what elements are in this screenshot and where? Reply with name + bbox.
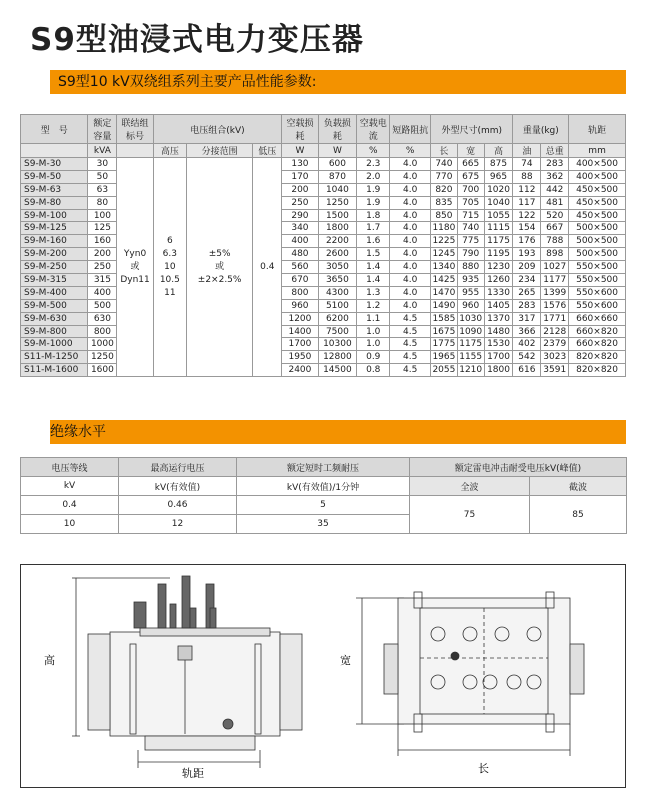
cell-track: 400×500 [569, 158, 626, 171]
cell-noload-current: 1.1 [357, 312, 390, 325]
ins-maxv-10: 12 [119, 515, 237, 534]
cell-height: 965 [484, 170, 513, 183]
cell-noload-loss: 200 [282, 183, 318, 196]
ins-maxv-04: 0.46 [119, 496, 237, 515]
cell-capacity: 400 [88, 286, 117, 299]
cell-model: S9-M-80 [21, 196, 88, 209]
cell-capacity: 63 [88, 183, 117, 196]
cell-noload-loss: 250 [282, 196, 318, 209]
cell-oil: 317 [513, 312, 541, 325]
table-row [21, 351, 626, 364]
cell-noload-loss: 1200 [282, 312, 318, 325]
cell-height: 1700 [484, 351, 513, 364]
unit-w: W [282, 144, 318, 158]
cell-length: 1225 [432, 236, 456, 247]
cell-noload-current: 1.6 [357, 235, 390, 248]
table-row [21, 196, 626, 209]
cell-length: 1245 [432, 249, 456, 260]
cell-impedance: 4.5 [390, 312, 431, 325]
cell-model: S11-M-1250 [21, 351, 88, 364]
section-title: 绝缘水平 [50, 424, 106, 440]
cell-noload-loss: 960 [282, 299, 318, 312]
cell-load-loss: 1250 [318, 196, 357, 209]
cell-oil: 74 [513, 158, 541, 171]
cell-height: 1480 [484, 325, 513, 338]
cell-oil: 366 [513, 325, 541, 338]
cell-oil: 154 [513, 222, 541, 235]
ins-level-10: 10 [21, 515, 119, 534]
connection-text: Dyn11 [120, 274, 150, 285]
table-row [21, 338, 626, 351]
cell-noload-loss: 400 [282, 235, 318, 248]
cell-height: 1260 [484, 274, 513, 287]
cell-total-weight: 1399 [541, 286, 569, 299]
cell-length: 740 [431, 158, 458, 171]
cell-model: S9-M-100 [21, 209, 88, 222]
cell-noload-current: 0.9 [357, 351, 390, 364]
table-row [21, 158, 626, 171]
cell-impedance: 4.5 [390, 325, 431, 338]
cell-noload-current: 2.0 [357, 170, 390, 183]
cell-load-loss: 4300 [318, 286, 357, 299]
cell-width: 775 [457, 235, 484, 248]
cell-total-weight: 667 [541, 222, 569, 235]
header-impedance: 短路阻抗 [390, 115, 431, 144]
cell-oil: 122 [513, 209, 541, 222]
cell-load-loss: 14500 [318, 364, 357, 377]
cell-capacity: 125 [88, 222, 117, 235]
cell-model: S9-M-200 [21, 248, 88, 261]
cell-oil: 616 [513, 364, 541, 377]
cell-model: S9-M-30 [21, 158, 88, 171]
cell-capacity: 30 [88, 158, 117, 171]
cell-track: 660×820 [569, 338, 626, 351]
cell-total-weight: 1576 [541, 299, 569, 312]
cell-model: S9-M-500 [21, 299, 88, 312]
cell-height: 1195 [484, 248, 513, 261]
unit-kva: kVA [88, 144, 117, 158]
header-model: 型 号 [21, 115, 88, 144]
table-row [21, 261, 626, 274]
unit-lv: 低压 [253, 144, 282, 158]
cell-model: S9-M-50 [21, 170, 88, 183]
table-row [21, 364, 626, 377]
unit-w: W [318, 144, 357, 158]
cell-capacity: 315 [88, 274, 117, 287]
cell-length: 1965 [432, 352, 456, 363]
unit-hv: 高压 [153, 144, 186, 158]
cell-oil: 176 [513, 235, 541, 248]
cell-length: 850 [431, 209, 458, 222]
table-row [21, 222, 626, 235]
cell-length: 1340 [432, 262, 456, 273]
ins-full-wave-value: 75 [410, 496, 530, 534]
hv-value: 6 [166, 235, 173, 246]
cell-impedance: 4.0 [390, 222, 431, 235]
cell-impedance: 4.0 [390, 286, 431, 299]
cell-track: 820×820 [569, 364, 626, 377]
cell-noload-loss: 560 [282, 261, 318, 274]
cell-impedance: 4.0 [390, 248, 431, 261]
cell-length: 1180 [432, 223, 456, 234]
cell-track: 660×820 [569, 325, 626, 338]
cell-track: 400×500 [569, 170, 626, 183]
unit-width: 宽 [457, 144, 484, 158]
tap-text: ±2×2.5% [197, 274, 242, 285]
cell-track: 450×500 [569, 183, 626, 196]
hv-value: 6.3 [162, 248, 177, 259]
cell-load-loss: 7500 [318, 325, 357, 338]
cell-width: 790 [457, 248, 484, 261]
unit-total: 总重 [541, 144, 569, 158]
section-header-insulation [20, 420, 626, 444]
dimension-drawing [20, 564, 626, 788]
cell-impedance: 4.0 [390, 299, 431, 312]
hv-value: 11 [164, 287, 176, 298]
unit-pct: % [357, 144, 390, 158]
connection-text: Yyn0 [123, 248, 147, 259]
cell-model: S9-M-315 [21, 274, 88, 287]
cell-noload-current: 1.3 [357, 286, 390, 299]
cell-height: 1020 [484, 183, 513, 196]
cell-width: 880 [457, 261, 484, 274]
insulation-table [20, 457, 627, 534]
header-load-loss: 负载损耗 [318, 115, 357, 144]
unit-tap: 分接范围 [186, 144, 252, 158]
cell-oil: 234 [513, 274, 541, 287]
cell-impedance: 4.0 [390, 158, 431, 171]
header-power-freq: 额定短时工频耐压 [237, 458, 410, 477]
cell-impedance: 4.5 [390, 364, 431, 377]
cell-capacity: 100 [88, 209, 117, 222]
header-max-voltage: 最高运行电压 [119, 458, 237, 477]
cell-total-weight: 442 [541, 183, 569, 196]
cell-noload-loss: 170 [282, 170, 318, 183]
cell-noload-loss: 340 [282, 222, 318, 235]
cell-impedance: 4.5 [390, 338, 431, 351]
cell-track: 550×500 [569, 274, 626, 287]
cell-height: 1330 [484, 286, 513, 299]
cell-impedance: 4.0 [390, 170, 431, 183]
cell-noload-loss: 290 [282, 209, 318, 222]
cell-width: 935 [457, 274, 484, 287]
cell-noload-current: 1.4 [357, 261, 390, 274]
unit-height: 高 [484, 144, 513, 158]
cell-total-weight: 481 [541, 196, 569, 209]
table-row [21, 274, 626, 287]
header-dimensions: 外型尺寸(mm) [431, 115, 513, 144]
cell-capacity: 1000 [88, 338, 117, 351]
cell-noload-current: 1.4 [357, 274, 390, 287]
hv-value: 10 [164, 261, 176, 272]
cell-oil: 283 [513, 299, 541, 312]
cell-oil: 209 [513, 261, 541, 274]
table-row [21, 286, 626, 299]
cell-load-loss: 12800 [318, 351, 357, 364]
cell-height: 1405 [484, 299, 513, 312]
cell-total-weight: 3023 [541, 351, 569, 364]
cell-total-weight: 1771 [541, 312, 569, 325]
cell-length: 1425 [432, 274, 456, 285]
cell-impedance: 4.5 [390, 351, 431, 364]
ins-power-04: 5 [237, 496, 410, 515]
table-row [21, 312, 626, 325]
table-row [21, 248, 626, 261]
tap-text: 或 [215, 261, 225, 272]
cell-capacity: 250 [88, 261, 117, 274]
cell-noload-current: 1.5 [357, 248, 390, 261]
label-height: 高 [44, 654, 55, 667]
cell-width: 740 [457, 222, 484, 235]
header-impulse: 额定雷电冲击耐受电压kV(峰值) [410, 458, 627, 477]
cell-width: 705 [457, 196, 484, 209]
cell-width: 675 [457, 170, 484, 183]
cell-noload-loss: 670 [282, 274, 318, 287]
unit-pct: % [390, 144, 431, 158]
ins-level-04: 0.4 [21, 496, 119, 515]
cell-capacity: 160 [88, 235, 117, 248]
cell-model: S9-M-125 [21, 222, 88, 235]
cell-load-loss: 10300 [318, 338, 357, 351]
hv-value: 10.5 [159, 274, 180, 285]
cell-width: 665 [457, 158, 484, 171]
cell-track: 660×660 [569, 312, 626, 325]
cell-width: 960 [457, 299, 484, 312]
cell-load-loss: 600 [318, 158, 357, 171]
cell-height: 1115 [484, 222, 513, 235]
tap-text: ±5% [208, 248, 231, 259]
label-length: 长 [478, 762, 489, 775]
cell-noload-current: 0.8 [357, 364, 390, 377]
cell-noload-loss: 1700 [282, 338, 318, 351]
cell-noload-current: 1.8 [357, 209, 390, 222]
performance-table [20, 114, 626, 377]
cell-impedance: 4.0 [390, 196, 431, 209]
cell-model: S9-M-630 [21, 312, 88, 325]
cell-height: 1040 [484, 196, 513, 209]
cell-impedance: 4.0 [390, 261, 431, 274]
cell-load-loss: 870 [318, 170, 357, 183]
cell-length: 1490 [432, 300, 456, 311]
cell-track: 500×500 [569, 222, 626, 235]
label-width: 宽 [340, 654, 351, 667]
front-view-drawing [72, 576, 302, 768]
cell-load-loss: 2600 [318, 248, 357, 261]
cell-width: 1090 [459, 326, 483, 337]
cell-oil: 402 [513, 338, 541, 351]
cell-width: 1210 [459, 365, 483, 376]
cell-track: 500×500 [569, 248, 626, 261]
cell-oil: 542 [513, 351, 541, 364]
header-track: 轨距 [569, 115, 626, 144]
cell-length: 1470 [432, 287, 456, 298]
cell-load-loss: 3050 [318, 261, 357, 274]
cell-capacity: 200 [88, 248, 117, 261]
cell-height: 1055 [484, 209, 513, 222]
header-connection: 联结组标号 [117, 115, 153, 144]
cell-track: 450×500 [569, 196, 626, 209]
unit-length: 长 [431, 144, 458, 158]
unit-oil: 油 [513, 144, 541, 158]
cell-noload-current: 1.0 [357, 325, 390, 338]
cell-impedance: 4.0 [390, 209, 431, 222]
cell-capacity: 1250 [88, 351, 117, 364]
cell-impedance: 4.0 [390, 235, 431, 248]
cell-total-weight: 3591 [541, 364, 569, 377]
cell-load-loss: 1800 [318, 222, 357, 235]
cell-capacity: 80 [88, 196, 117, 209]
unit-power-freq: kV(有效值)/1分钟 [237, 477, 410, 496]
cell-load-loss: 5100 [318, 299, 357, 312]
cell-track: 550×600 [569, 299, 626, 312]
cell-width: 955 [457, 286, 484, 299]
header-noload-loss: 空载损耗 [282, 115, 318, 144]
cell-width: 1175 [459, 339, 483, 350]
cell-noload-current: 1.7 [357, 222, 390, 235]
cell-noload-loss: 2400 [282, 364, 318, 377]
cell-length: 1675 [432, 326, 456, 337]
cell-total-weight: 898 [541, 248, 569, 261]
cell-oil: 112 [513, 183, 541, 196]
section-header-performance [20, 70, 626, 94]
cell-height: 1370 [484, 312, 513, 325]
cell-model: S9-M-250 [21, 261, 88, 274]
cell-capacity: 1600 [88, 364, 117, 377]
cell-length: 835 [431, 196, 458, 209]
cell-height: 1800 [484, 364, 513, 377]
header-capacity: 额定容量 [88, 115, 117, 144]
cell-total-weight: 788 [541, 235, 569, 248]
cell-impedance: 4.0 [390, 183, 431, 196]
cell-capacity: 50 [88, 170, 117, 183]
page-title: S9型油浸式电力变压器 [30, 22, 364, 58]
cell-noload-loss: 1400 [282, 325, 318, 338]
cell-noload-current: 1.9 [357, 183, 390, 196]
cell-length: 770 [431, 170, 458, 183]
cell-noload-loss: 480 [282, 248, 318, 261]
cell-tap-range [186, 158, 252, 377]
cell-height: 1530 [484, 338, 513, 351]
cell-lv-value: 0.4 [253, 158, 282, 377]
cell-load-loss: 6200 [318, 312, 357, 325]
cell-impedance: 4.0 [390, 274, 431, 287]
top-view-drawing [356, 592, 584, 756]
cell-track: 450×500 [569, 209, 626, 222]
cell-noload-loss: 130 [282, 158, 318, 171]
cell-width: 715 [457, 209, 484, 222]
cell-length: 820 [431, 183, 458, 196]
cell-load-loss: 1040 [318, 183, 357, 196]
cell-noload-current: 1.0 [357, 338, 390, 351]
cell-model: S11-M-1600 [21, 364, 88, 377]
cell-model: S9-M-63 [21, 183, 88, 196]
table-row [21, 299, 626, 312]
cell-oil: 117 [513, 196, 541, 209]
cell-total-weight: 1177 [541, 274, 569, 287]
cell-width: 1030 [459, 313, 483, 324]
cell-track: 820×820 [569, 351, 626, 364]
table-row [21, 235, 626, 248]
cell-model: S9-M-800 [21, 325, 88, 338]
cell-total-weight: 283 [541, 158, 569, 171]
header-weight: 重量(kg) [513, 115, 569, 144]
cell-load-loss: 3650 [318, 274, 357, 287]
header-voltage: 电压组合(kV) [153, 115, 282, 144]
cell-length: 1585 [432, 313, 456, 324]
cell-track: 550×600 [569, 286, 626, 299]
cell-capacity: 630 [88, 312, 117, 325]
cell-noload-current: 2.3 [357, 158, 390, 171]
cell-total-weight: 362 [541, 170, 569, 183]
cell-total-weight: 520 [541, 209, 569, 222]
header-voltage-level: 电压等线 [21, 458, 119, 477]
cell-capacity: 800 [88, 325, 117, 338]
cell-height: 1230 [484, 261, 513, 274]
cell-track: 500×500 [569, 235, 626, 248]
cell-oil: 265 [513, 286, 541, 299]
unit-full-wave: 全波 [410, 477, 530, 496]
cell-oil: 88 [513, 170, 541, 183]
unit-chopped-wave: 截波 [530, 477, 627, 496]
table-row [21, 183, 626, 196]
cell-length: 1775 [432, 339, 456, 350]
cell-model: S9-M-1000 [21, 338, 88, 351]
cell-height: 875 [484, 158, 513, 171]
cell-total-weight: 2128 [541, 325, 569, 338]
table-row [21, 209, 626, 222]
header-noload-current: 空载电流 [357, 115, 390, 144]
cell-noload-loss: 800 [282, 286, 318, 299]
label-track: 轨距 [182, 767, 204, 780]
cell-track: 550×500 [569, 261, 626, 274]
cell-noload-current: 1.9 [357, 196, 390, 209]
cell-load-loss: 1500 [318, 209, 357, 222]
ins-power-10: 35 [237, 515, 410, 534]
table-row [21, 170, 626, 183]
cell-total-weight: 1027 [541, 261, 569, 274]
ins-chopped-wave-value: 85 [530, 496, 627, 534]
cell-model: S9-M-160 [21, 235, 88, 248]
cell-total-weight: 2379 [541, 338, 569, 351]
unit-mm: mm [569, 144, 626, 158]
cell-noload-loss: 1950 [282, 351, 318, 364]
cell-oil: 193 [513, 248, 541, 261]
cell-noload-current: 1.2 [357, 299, 390, 312]
cell-load-loss: 2200 [318, 235, 357, 248]
cell-height: 1175 [484, 235, 513, 248]
section-title: S9型10 kV双绕组系列主要产品性能参数: [58, 74, 317, 90]
cell-width: 1155 [459, 352, 483, 363]
connection-text: 或 [130, 261, 140, 272]
cell-capacity: 500 [88, 299, 117, 312]
cell-length: 2055 [432, 365, 456, 376]
unit-kv: kV [21, 477, 119, 496]
table-row [21, 325, 626, 338]
unit-max-voltage: kV(有效值) [119, 477, 237, 496]
cell-width: 700 [457, 183, 484, 196]
cell-hv-values [153, 158, 186, 377]
cell-model: S9-M-400 [21, 286, 88, 299]
cell-connection-group [117, 158, 153, 377]
